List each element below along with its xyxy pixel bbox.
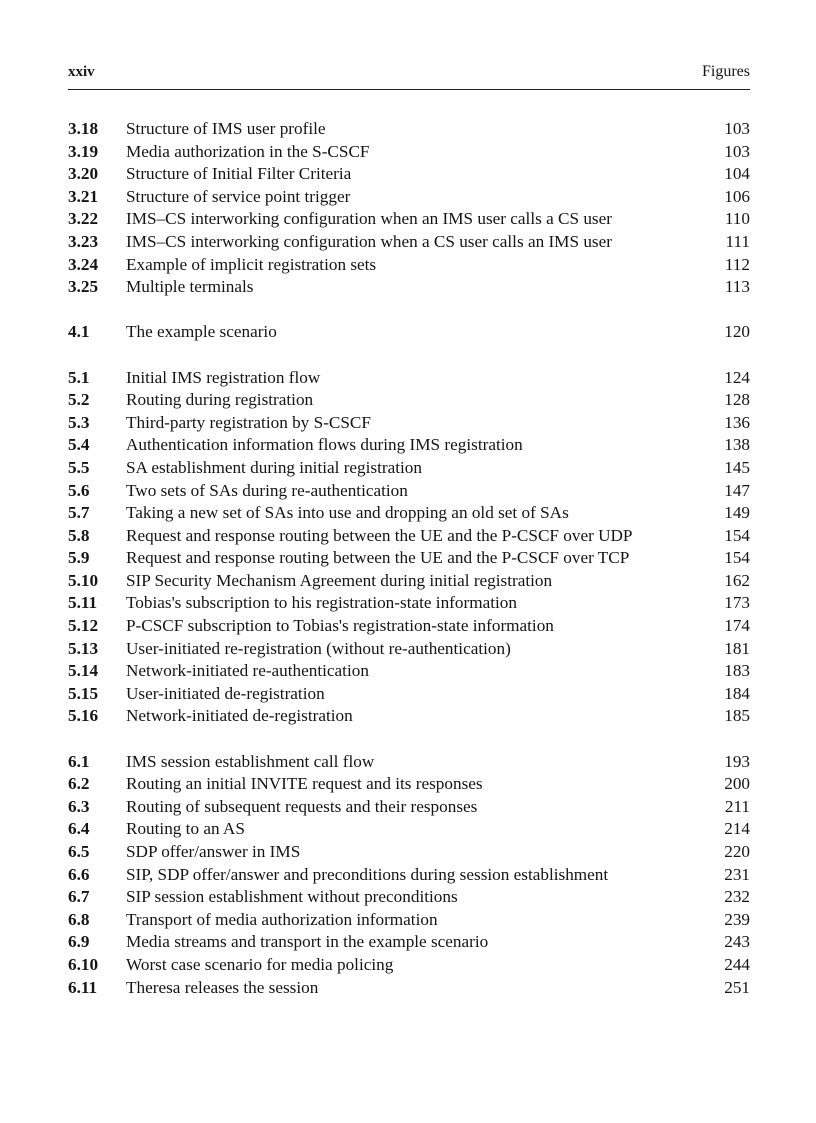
figure-number: 5.9 bbox=[68, 548, 90, 568]
figure-title: Initial IMS registration flow bbox=[126, 367, 321, 387]
figure-number: 5.8 bbox=[68, 525, 90, 545]
figure-title: Routing of subsequent requests and their responses bbox=[126, 796, 478, 816]
page-number: 113 bbox=[724, 277, 750, 297]
page-number: 103 bbox=[724, 141, 750, 161]
figure-title: Routing an initial INVITE request and its responses bbox=[126, 774, 483, 794]
figure-title: Request and response routing between the UE and the P-CSCF over TCP bbox=[126, 548, 630, 568]
figure-entry bbox=[68, 841, 750, 864]
figure-number: 3.21 bbox=[68, 186, 99, 206]
figure-number: 6.2 bbox=[68, 774, 90, 794]
figure-entry bbox=[68, 412, 750, 435]
page-number: 173 bbox=[724, 593, 750, 613]
figure-title: IMS–CS interworking configuration when an IMS user calls a CS user bbox=[126, 209, 612, 229]
page-number: 110 bbox=[724, 209, 750, 229]
figure-number: 3.24 bbox=[68, 254, 99, 274]
figure-title: Routing during registration bbox=[126, 390, 314, 410]
figure-number: 6.4 bbox=[68, 819, 90, 839]
figure-number: 5.13 bbox=[68, 638, 99, 658]
page-number: 211 bbox=[724, 796, 750, 816]
figure-title: Structure of IMS user profile bbox=[126, 119, 326, 138]
figure-number: 5.5 bbox=[68, 457, 90, 477]
page-folio: xxiv bbox=[68, 64, 95, 80]
figure-number: 6.11 bbox=[68, 977, 98, 997]
figure-number: 5.16 bbox=[68, 706, 99, 726]
page-number: 181 bbox=[724, 638, 750, 658]
figure-number: 3.25 bbox=[68, 277, 99, 297]
figure-entry bbox=[68, 705, 750, 728]
page-number: 193 bbox=[724, 751, 750, 771]
figure-number: 3.20 bbox=[68, 164, 99, 184]
figure-number: 5.7 bbox=[68, 503, 90, 523]
figure-entry bbox=[68, 186, 750, 209]
page-number: 104 bbox=[724, 164, 750, 184]
figure-entry bbox=[68, 773, 750, 796]
figure-title: SIP session establishment without preconditions bbox=[126, 887, 458, 907]
figure-entry bbox=[68, 502, 750, 525]
figure-number: 3.23 bbox=[68, 231, 99, 251]
list-of-figures bbox=[68, 118, 750, 999]
figure-number: 6.1 bbox=[68, 751, 90, 771]
figure-entry bbox=[68, 615, 750, 638]
figure-group bbox=[68, 118, 750, 299]
page-header bbox=[68, 62, 750, 90]
figure-entry bbox=[68, 231, 750, 254]
figure-number: 5.1 bbox=[68, 367, 90, 387]
figure-title: P-CSCF subscription to Tobias's registration-state information bbox=[126, 616, 554, 636]
page-number: 244 bbox=[724, 954, 750, 974]
figure-title: Transport of media authorization information bbox=[126, 909, 438, 929]
figure-entry bbox=[68, 276, 750, 299]
figure-entry bbox=[68, 457, 750, 480]
figure-entry bbox=[68, 525, 750, 548]
figure-title: SIP, SDP offer/answer and preconditions during session establishment bbox=[126, 864, 609, 884]
page-number: 162 bbox=[724, 570, 750, 590]
figure-entry bbox=[68, 592, 750, 615]
figure-title: Third-party registration by S-CSCF bbox=[126, 412, 371, 432]
figure-entry bbox=[68, 683, 750, 706]
figure-group bbox=[68, 367, 750, 729]
running-title: Figures bbox=[702, 63, 750, 80]
figure-title: Routing to an AS bbox=[126, 819, 245, 839]
figure-entry bbox=[68, 977, 750, 1000]
figure-title: Taking a new set of SAs into use and dropping an old set of SAs bbox=[126, 503, 569, 523]
figure-number: 6.3 bbox=[68, 796, 90, 816]
figure-entry bbox=[68, 163, 750, 186]
figure-entry bbox=[68, 796, 750, 819]
figure-entry bbox=[68, 909, 750, 932]
figure-number: 4.1 bbox=[68, 322, 90, 342]
page-number: 154 bbox=[724, 548, 750, 568]
page-number: 200 bbox=[724, 774, 750, 794]
figure-entry bbox=[68, 864, 750, 887]
figure-title: Structure of Initial Filter Criteria bbox=[126, 164, 352, 184]
figure-title: User-initiated re-registration (without re-authentication) bbox=[126, 638, 511, 658]
figure-number: 5.10 bbox=[68, 570, 99, 590]
figure-entry bbox=[68, 434, 750, 457]
page-number: 147 bbox=[724, 480, 750, 500]
figure-entry bbox=[68, 638, 750, 661]
page-number: 111 bbox=[725, 231, 750, 251]
page-number: 128 bbox=[724, 390, 750, 410]
page-number: 251 bbox=[724, 977, 750, 997]
page-number: 174 bbox=[724, 616, 750, 636]
figure-entry bbox=[68, 208, 750, 231]
page-number: 239 bbox=[724, 909, 750, 929]
figure-entry bbox=[68, 254, 750, 277]
figure-number: 6.6 bbox=[68, 864, 90, 884]
figure-group bbox=[68, 321, 750, 344]
figure-title: Worst case scenario for media policing bbox=[126, 954, 394, 974]
figure-entry bbox=[68, 818, 750, 841]
figure-title: SA establishment during initial registration bbox=[126, 457, 422, 477]
figure-number: 3.19 bbox=[68, 141, 99, 161]
figure-title: Network-initiated re-authentication bbox=[126, 661, 369, 681]
figure-entry bbox=[68, 389, 750, 412]
figure-entry bbox=[68, 547, 750, 570]
page-number: 103 bbox=[724, 119, 750, 138]
page-number: 220 bbox=[724, 842, 750, 861]
figure-entry bbox=[68, 886, 750, 909]
figure-entry bbox=[68, 660, 750, 683]
figure-title: IMS session establishment call flow bbox=[126, 751, 375, 771]
figure-title: Tobias's subscription to his registration-state information bbox=[126, 593, 517, 613]
figure-number: 5.6 bbox=[68, 480, 90, 500]
page-number: 120 bbox=[724, 322, 750, 342]
figure-number: 6.5 bbox=[68, 842, 90, 861]
figure-number: 5.15 bbox=[68, 683, 99, 703]
figure-entry bbox=[68, 118, 750, 141]
figure-entry bbox=[68, 751, 750, 774]
figure-title: Authentication information flows during IMS registration bbox=[126, 435, 523, 455]
figure-entry bbox=[68, 954, 750, 977]
figure-number: 5.12 bbox=[68, 616, 99, 636]
figure-number: 5.4 bbox=[68, 435, 90, 455]
figure-number: 6.7 bbox=[68, 887, 90, 907]
figure-title: The example scenario bbox=[126, 322, 277, 342]
figure-title: Example of implicit registration sets bbox=[126, 254, 377, 274]
figure-title: SDP offer/answer in IMS bbox=[126, 842, 301, 861]
page-number: 124 bbox=[724, 367, 750, 387]
page-number: 232 bbox=[724, 887, 750, 907]
figure-entry bbox=[68, 141, 750, 164]
page-number: 145 bbox=[724, 457, 750, 477]
figure-title: Multiple terminals bbox=[126, 277, 254, 297]
figure-title: User-initiated de-registration bbox=[126, 683, 325, 703]
figure-entry bbox=[68, 367, 750, 390]
page-number: 154 bbox=[724, 525, 750, 545]
figure-number: 3.22 bbox=[68, 209, 99, 229]
page-number: 106 bbox=[724, 186, 750, 206]
figure-entry bbox=[68, 570, 750, 593]
figure-number: 5.2 bbox=[68, 390, 90, 410]
figure-title: Media authorization in the S-CSCF bbox=[126, 141, 370, 161]
figure-entry bbox=[68, 321, 750, 344]
figure-title: Theresa releases the session bbox=[126, 977, 319, 997]
figure-title: Request and response routing between the UE and the P-CSCF over UDP bbox=[126, 525, 633, 545]
figure-number: 6.10 bbox=[68, 954, 99, 974]
figure-title: Network-initiated de-registration bbox=[126, 706, 353, 726]
figure-title: Two sets of SAs during re-authentication bbox=[126, 480, 408, 500]
figure-number: 5.3 bbox=[68, 412, 90, 432]
figure-title: Media streams and transport in the example scenario bbox=[126, 932, 489, 952]
figure-entry bbox=[68, 480, 750, 503]
figure-title: Structure of service point trigger bbox=[126, 186, 351, 206]
page-number: 136 bbox=[724, 412, 750, 432]
figure-number: 6.8 bbox=[68, 909, 90, 929]
figure-number: 3.18 bbox=[68, 119, 99, 138]
page-number: 231 bbox=[724, 864, 750, 884]
figure-number: 5.14 bbox=[68, 661, 99, 681]
figure-group bbox=[68, 751, 750, 1000]
figure-title: SIP Security Mechanism Agreement during initial registration bbox=[126, 570, 553, 590]
figure-number: 6.9 bbox=[68, 932, 90, 952]
page-number: 243 bbox=[724, 932, 750, 952]
page-number: 183 bbox=[724, 661, 750, 681]
page-number: 184 bbox=[724, 683, 750, 703]
page-number: 185 bbox=[724, 706, 750, 726]
page-number: 112 bbox=[724, 254, 750, 274]
page-number: 138 bbox=[724, 435, 750, 455]
figure-entry bbox=[68, 931, 750, 954]
figure-number: 5.11 bbox=[68, 593, 98, 613]
page-number: 214 bbox=[724, 819, 750, 839]
figure-title: IMS–CS interworking configuration when a CS user calls an IMS user bbox=[126, 231, 612, 251]
page-number: 149 bbox=[724, 503, 750, 523]
